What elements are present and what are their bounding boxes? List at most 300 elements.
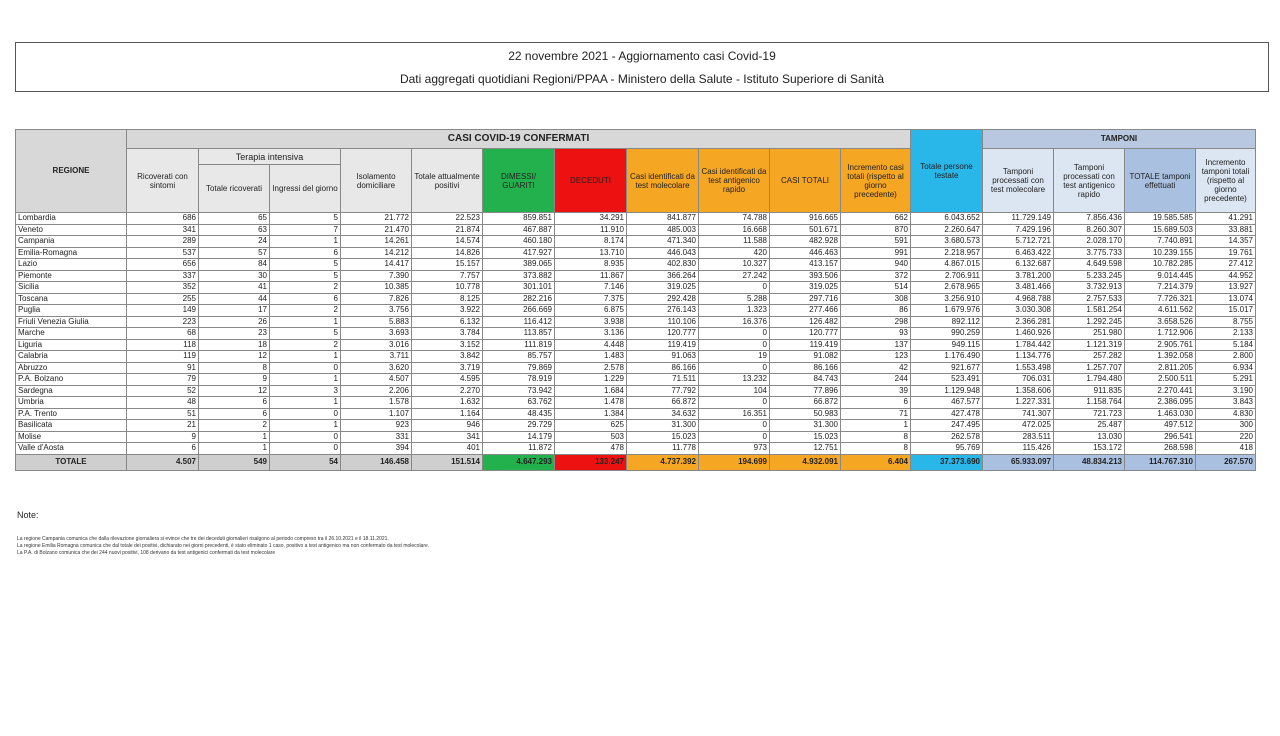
cell-totale-tamponi: 1.463.030 (1125, 408, 1196, 420)
table-row (16, 374, 1256, 386)
total-totale-tamponi: 114.767.310 (1125, 454, 1196, 470)
cell-incremento-casi: 514 (841, 282, 911, 294)
cell-totale-positivi: 22.523 (412, 213, 483, 225)
cell-deceduti: 8.935 (555, 259, 627, 271)
cell-isolamento: 3.016 (341, 339, 412, 351)
cell-tamponi-molecolare: 5.712.721 (983, 236, 1054, 248)
table-row (16, 362, 1256, 374)
cell-regione: P.A. Trento (16, 408, 127, 420)
cell-ti-ingressi: 6 (270, 293, 341, 305)
cell-persone-testate: 1.176.490 (911, 351, 983, 363)
col-header-incremento-tamponi: Incremento tamponi totali (rispetto al giorno precedente) (1196, 149, 1256, 213)
col-header-dimessi: DIMESSI/ GUARITI (483, 149, 555, 213)
cell-deceduti: 3.136 (555, 328, 627, 340)
cell-tamponi-molecolare: 11.729.149 (983, 213, 1054, 225)
cell-incremento-casi: 8 (841, 431, 911, 443)
cell-totale-tamponi: 497.512 (1125, 420, 1196, 432)
total-tamponi-molecolare: 65.933.097 (983, 454, 1054, 470)
cell-tamponi-antigenico: 25.487 (1054, 420, 1125, 432)
cell-dimessi: 85.757 (483, 351, 555, 363)
cell-totale-tamponi: 1.392.058 (1125, 351, 1196, 363)
table-row (16, 408, 1256, 420)
cell-ti-totale: 9 (199, 374, 270, 386)
cell-casi-molecolare: 292.428 (627, 293, 699, 305)
table-row (16, 328, 1256, 340)
cell-totale-positivi: 3.784 (412, 328, 483, 340)
cell-incremento-tamponi: 14.357 (1196, 236, 1256, 248)
cell-tamponi-antigenico: 7.856.436 (1054, 213, 1125, 225)
cell-regione: Umbria (16, 397, 127, 409)
note-line: La regione Campania comunica che dalla rilevazione giornaliera si evince che tre dei deceduti giornalieri risalgono al periodo compreso tra il 26.10.2021 e il 18.11.2021. (17, 536, 389, 542)
cell-ti-ingressi: 2 (270, 282, 341, 294)
cell-incremento-casi: 6 (841, 397, 911, 409)
cell-deceduti: 1.483 (555, 351, 627, 363)
cell-dimessi: 29.729 (483, 420, 555, 432)
col-header-deceduti: DECEDUTI (555, 149, 627, 213)
cell-tamponi-antigenico: 251.980 (1054, 328, 1125, 340)
cell-totale-positivi: 4.595 (412, 374, 483, 386)
cell-ti-ingressi: 6 (270, 247, 341, 259)
cell-regione: Lazio (16, 259, 127, 271)
group-header-terapia-intensiva: Terapia intensiva (199, 149, 341, 165)
cell-ti-totale: 44 (199, 293, 270, 305)
cell-tamponi-molecolare: 115.426 (983, 443, 1054, 455)
cell-deceduti: 11.910 (555, 224, 627, 236)
cell-incremento-casi: 662 (841, 213, 911, 225)
cell-casi-antigenico: 0 (699, 431, 770, 443)
cell-isolamento: 10.385 (341, 282, 412, 294)
cell-casi-totali: 482.928 (770, 236, 841, 248)
cell-ricoverati: 223 (127, 316, 199, 328)
cell-totale-positivi: 1.632 (412, 397, 483, 409)
cell-isolamento: 7.390 (341, 270, 412, 282)
cell-ti-ingressi: 2 (270, 305, 341, 317)
col-header-regione: REGIONE (16, 130, 127, 213)
cell-persone-testate: 949.115 (911, 339, 983, 351)
cell-ti-totale: 2 (199, 420, 270, 432)
cell-casi-totali: 66.872 (770, 397, 841, 409)
cell-ricoverati: 352 (127, 282, 199, 294)
table-row (16, 351, 1256, 363)
cell-incremento-tamponi: 19.761 (1196, 247, 1256, 259)
col-header-isolamento: Isolamento domiciliare (341, 149, 412, 213)
cell-casi-totali: 31.300 (770, 420, 841, 432)
cell-totale-tamponi: 15.689.503 (1125, 224, 1196, 236)
cell-totale-positivi: 14.826 (412, 247, 483, 259)
cell-tamponi-molecolare: 1.134.776 (983, 351, 1054, 363)
cell-totale-tamponi: 7.214.379 (1125, 282, 1196, 294)
table-row (16, 213, 1256, 225)
cell-totale-positivi: 341 (412, 431, 483, 443)
cell-regione: Toscana (16, 293, 127, 305)
cell-persone-testate: 990.259 (911, 328, 983, 340)
cell-dimessi: 282.216 (483, 293, 555, 305)
cell-incremento-casi: 42 (841, 362, 911, 374)
cell-ti-ingressi: 2 (270, 339, 341, 351)
cell-dimessi: 63.762 (483, 397, 555, 409)
total-ti-totale: 549 (199, 454, 270, 470)
cell-tamponi-antigenico: 13.030 (1054, 431, 1125, 443)
cell-persone-testate: 3.680.573 (911, 236, 983, 248)
cell-casi-totali: 501.671 (770, 224, 841, 236)
cell-regione: Molise (16, 431, 127, 443)
cell-isolamento: 21.772 (341, 213, 412, 225)
cell-casi-molecolare: 276.143 (627, 305, 699, 317)
cell-ti-ingressi: 0 (270, 443, 341, 455)
cell-ricoverati: 51 (127, 408, 199, 420)
cell-deceduti: 6.875 (555, 305, 627, 317)
cell-regione: Basilicata (16, 420, 127, 432)
col-header-incremento-casi: Incremento casi totali (rispetto al giorno precedente) (841, 149, 911, 213)
cell-incremento-tamponi: 6.934 (1196, 362, 1256, 374)
cell-incremento-tamponi: 33.881 (1196, 224, 1256, 236)
cell-totale-positivi: 14.574 (412, 236, 483, 248)
cell-dimessi: 301.101 (483, 282, 555, 294)
cell-ti-totale: 30 (199, 270, 270, 282)
cell-casi-molecolare: 366.264 (627, 270, 699, 282)
total-ricoverati: 4.507 (127, 454, 199, 470)
cell-tamponi-molecolare: 706.031 (983, 374, 1054, 386)
cell-incremento-casi: 991 (841, 247, 911, 259)
cell-deceduti: 1.684 (555, 385, 627, 397)
cell-ricoverati: 656 (127, 259, 199, 271)
cell-deceduti: 11.867 (555, 270, 627, 282)
cell-incremento-tamponi: 27.412 (1196, 259, 1256, 271)
cell-ti-totale: 65 (199, 213, 270, 225)
cell-ti-ingressi: 1 (270, 236, 341, 248)
cell-ti-ingressi: 5 (270, 328, 341, 340)
cell-regione: Liguria (16, 339, 127, 351)
cell-totale-positivi: 401 (412, 443, 483, 455)
cell-isolamento: 3.693 (341, 328, 412, 340)
cell-ricoverati: 6 (127, 443, 199, 455)
cell-deceduti: 503 (555, 431, 627, 443)
cell-totale-positivi: 6.132 (412, 316, 483, 328)
cell-incremento-casi: 940 (841, 259, 911, 271)
cell-incremento-casi: 86 (841, 305, 911, 317)
cell-ricoverati: 21 (127, 420, 199, 432)
cell-totale-positivi: 1.164 (412, 408, 483, 420)
cell-incremento-tamponi: 8.755 (1196, 316, 1256, 328)
cell-casi-molecolare: 34.632 (627, 408, 699, 420)
cell-tamponi-molecolare: 1.460.926 (983, 328, 1054, 340)
cell-incremento-casi: 372 (841, 270, 911, 282)
cell-persone-testate: 2.706.911 (911, 270, 983, 282)
cell-incremento-tamponi: 220 (1196, 431, 1256, 443)
cell-isolamento: 3.756 (341, 305, 412, 317)
cell-casi-molecolare: 446.043 (627, 247, 699, 259)
cell-regione: Calabria (16, 351, 127, 363)
cell-totale-tamponi: 296.541 (1125, 431, 1196, 443)
cell-incremento-casi: 71 (841, 408, 911, 420)
cell-tamponi-antigenico: 1.292.245 (1054, 316, 1125, 328)
cell-persone-testate: 427.478 (911, 408, 983, 420)
cell-isolamento: 331 (341, 431, 412, 443)
cell-ti-totale: 6 (199, 397, 270, 409)
cell-isolamento: 4.507 (341, 374, 412, 386)
cell-isolamento: 1.578 (341, 397, 412, 409)
report-header (15, 42, 1269, 92)
total-casi-antigenico: 194.699 (699, 454, 770, 470)
total-totale-positivi: 151.514 (412, 454, 483, 470)
cell-ti-ingressi: 1 (270, 351, 341, 363)
cell-totale-positivi: 10.778 (412, 282, 483, 294)
cell-dimessi: 113.857 (483, 328, 555, 340)
cell-ti-totale: 12 (199, 351, 270, 363)
cell-incremento-tamponi: 3.843 (1196, 397, 1256, 409)
cell-totale-positivi: 2.270 (412, 385, 483, 397)
cell-ti-totale: 84 (199, 259, 270, 271)
col-header-ricoverati: Ricoverati con sintomi (127, 149, 199, 213)
table-row (16, 236, 1256, 248)
cell-regione: Veneto (16, 224, 127, 236)
cell-isolamento: 3.620 (341, 362, 412, 374)
cell-totale-tamponi: 2.500.511 (1125, 374, 1196, 386)
cell-ti-totale: 6 (199, 408, 270, 420)
cell-persone-testate: 921.677 (911, 362, 983, 374)
cell-tamponi-antigenico: 153.172 (1054, 443, 1125, 455)
cell-dimessi: 467.887 (483, 224, 555, 236)
note-line: La regione Emilia Romagna comunica che dal totale dei positivi, dichiarato nei giorni precedenti, è stato eliminato 1 caso, positivo a test antigenico ma non confermato da test molecolare. (17, 543, 430, 549)
cell-totale-tamponi: 4.611.562 (1125, 305, 1196, 317)
cell-casi-totali: 84.743 (770, 374, 841, 386)
cell-totale-positivi: 15.157 (412, 259, 483, 271)
cell-tamponi-molecolare: 3.030.308 (983, 305, 1054, 317)
cell-dimessi: 460.180 (483, 236, 555, 248)
cell-ricoverati: 91 (127, 362, 199, 374)
total-incremento-casi: 6.404 (841, 454, 911, 470)
cell-casi-antigenico: 104 (699, 385, 770, 397)
table-row (16, 397, 1256, 409)
cell-persone-testate: 95.769 (911, 443, 983, 455)
notes-label: Note: (17, 510, 39, 520)
col-header-totale-positivi: Totale attualmente positivi (412, 149, 483, 213)
cell-ricoverati: 119 (127, 351, 199, 363)
cell-casi-molecolare: 11.778 (627, 443, 699, 455)
cell-incremento-tamponi: 44.952 (1196, 270, 1256, 282)
cell-casi-totali: 86.166 (770, 362, 841, 374)
total-ti-ingressi: 54 (270, 454, 341, 470)
cell-totale-tamponi: 7.740.891 (1125, 236, 1196, 248)
cell-tamponi-antigenico: 1.158.764 (1054, 397, 1125, 409)
cell-tamponi-antigenico: 911.835 (1054, 385, 1125, 397)
col-header-tamponi-antigenico: Tamponi processati con test antigenico rapido (1054, 149, 1125, 213)
note-line: La P.A. di Bolzano comunica che dei 244 nuovi positivi, 108 derivano da test antigenici confermati da test molecolare (17, 550, 276, 556)
cell-tamponi-antigenico: 1.257.707 (1054, 362, 1125, 374)
cell-tamponi-antigenico: 1.581.254 (1054, 305, 1125, 317)
col-header-persone-testate: Totale persone testate (911, 130, 983, 213)
cell-ti-ingressi: 1 (270, 374, 341, 386)
cell-casi-antigenico: 0 (699, 397, 770, 409)
cell-tamponi-antigenico: 3.732.913 (1054, 282, 1125, 294)
notes-section (17, 510, 429, 557)
cell-tamponi-antigenico: 4.649.598 (1054, 259, 1125, 271)
cell-casi-molecolare: 31.300 (627, 420, 699, 432)
cell-tamponi-molecolare: 6.463.422 (983, 247, 1054, 259)
cell-dimessi: 373.882 (483, 270, 555, 282)
cell-isolamento: 394 (341, 443, 412, 455)
cell-ti-totale: 18 (199, 339, 270, 351)
cell-isolamento: 5.883 (341, 316, 412, 328)
cell-casi-antigenico: 27.242 (699, 270, 770, 282)
cell-dimessi: 266.669 (483, 305, 555, 317)
cell-casi-totali: 12.751 (770, 443, 841, 455)
group-header-casi: CASI COVID-19 CONFERMATI (127, 130, 911, 149)
cell-regione: P.A. Bolzano (16, 374, 127, 386)
cell-tamponi-antigenico: 721.723 (1054, 408, 1125, 420)
cell-casi-totali: 916.665 (770, 213, 841, 225)
covid-data-table (15, 129, 1256, 471)
total-dimessi: 4.647.293 (483, 454, 555, 470)
cell-ti-totale: 63 (199, 224, 270, 236)
cell-totale-tamponi: 2.905.761 (1125, 339, 1196, 351)
cell-dimessi: 73.942 (483, 385, 555, 397)
cell-regione: Abruzzo (16, 362, 127, 374)
cell-tamponi-antigenico: 257.282 (1054, 351, 1125, 363)
cell-deceduti: 7.375 (555, 293, 627, 305)
cell-incremento-casi: 308 (841, 293, 911, 305)
cell-incremento-casi: 123 (841, 351, 911, 363)
cell-dimessi: 48.435 (483, 408, 555, 420)
cell-regione: Campania (16, 236, 127, 248)
table-row (16, 431, 1256, 443)
cell-deceduti: 1.384 (555, 408, 627, 420)
total-casi-totali: 4.932.091 (770, 454, 841, 470)
cell-tamponi-molecolare: 4.968.788 (983, 293, 1054, 305)
cell-isolamento: 21.470 (341, 224, 412, 236)
cell-casi-molecolare: 841.877 (627, 213, 699, 225)
cell-tamponi-antigenico: 8.260.307 (1054, 224, 1125, 236)
cell-tamponi-molecolare: 283.511 (983, 431, 1054, 443)
cell-ti-totale: 8 (199, 362, 270, 374)
total-tamponi-antigenico: 48.834.213 (1054, 454, 1125, 470)
cell-casi-totali: 393.506 (770, 270, 841, 282)
cell-deceduti: 13.710 (555, 247, 627, 259)
cell-totale-positivi: 8.125 (412, 293, 483, 305)
cell-incremento-tamponi: 41.291 (1196, 213, 1256, 225)
cell-casi-totali: 120.777 (770, 328, 841, 340)
cell-totale-positivi: 3.719 (412, 362, 483, 374)
cell-tamponi-antigenico: 3.775.733 (1054, 247, 1125, 259)
cell-incremento-tamponi: 4.830 (1196, 408, 1256, 420)
cell-incremento-tamponi: 300 (1196, 420, 1256, 432)
table-row (16, 270, 1256, 282)
cell-persone-testate: 247.495 (911, 420, 983, 432)
cell-ti-ingressi: 5 (270, 213, 341, 225)
col-header-casi-totali: CASI TOTALI (770, 149, 841, 213)
cell-deceduti: 34.291 (555, 213, 627, 225)
cell-totale-tamponi: 10.239.155 (1125, 247, 1196, 259)
cell-ti-totale: 24 (199, 236, 270, 248)
cell-totale-tamponi: 10.782.285 (1125, 259, 1196, 271)
cell-ti-totale: 12 (199, 385, 270, 397)
cell-casi-antigenico: 10.327 (699, 259, 770, 271)
cell-incremento-casi: 137 (841, 339, 911, 351)
cell-tamponi-antigenico: 1.121.319 (1054, 339, 1125, 351)
cell-casi-antigenico: 0 (699, 339, 770, 351)
cell-casi-totali: 413.157 (770, 259, 841, 271)
cell-dimessi: 11.872 (483, 443, 555, 455)
cell-casi-totali: 446.463 (770, 247, 841, 259)
col-header-ti-totale: Totale ricoverati (199, 165, 270, 213)
data-rows (16, 213, 1256, 471)
cell-persone-testate: 3.256.910 (911, 293, 983, 305)
totals-row (16, 454, 1256, 470)
cell-dimessi: 859.851 (483, 213, 555, 225)
cell-regione: Puglia (16, 305, 127, 317)
cell-persone-testate: 2.218.957 (911, 247, 983, 259)
cell-tamponi-antigenico: 2.028.170 (1054, 236, 1125, 248)
col-header-ti-ingressi: Ingressi del giorno (270, 165, 341, 213)
cell-regione: Emilia-Romagna (16, 247, 127, 259)
cell-casi-antigenico: 11.588 (699, 236, 770, 248)
cell-casi-totali: 277.466 (770, 305, 841, 317)
cell-dimessi: 389.065 (483, 259, 555, 271)
cell-isolamento: 14.417 (341, 259, 412, 271)
cell-ricoverati: 118 (127, 339, 199, 351)
table-row (16, 282, 1256, 294)
cell-totale-positivi: 7.757 (412, 270, 483, 282)
cell-regione: Sicilia (16, 282, 127, 294)
cell-tamponi-molecolare: 1.784.442 (983, 339, 1054, 351)
cell-persone-testate: 467.577 (911, 397, 983, 409)
report-title: 22 novembre 2021 - Aggiornamento casi Covid-19 (508, 49, 776, 63)
cell-casi-antigenico: 0 (699, 362, 770, 374)
cell-totale-tamponi: 7.726.321 (1125, 293, 1196, 305)
cell-ti-ingressi: 0 (270, 408, 341, 420)
cell-ti-totale: 1 (199, 431, 270, 443)
cell-dimessi: 79.869 (483, 362, 555, 374)
cell-casi-antigenico: 16.376 (699, 316, 770, 328)
cell-incremento-casi: 39 (841, 385, 911, 397)
cell-persone-testate: 1.679.976 (911, 305, 983, 317)
cell-ricoverati: 537 (127, 247, 199, 259)
cell-incremento-tamponi: 13.074 (1196, 293, 1256, 305)
cell-tamponi-molecolare: 1.553.498 (983, 362, 1054, 374)
cell-tamponi-molecolare: 3.781.200 (983, 270, 1054, 282)
cell-isolamento: 7.826 (341, 293, 412, 305)
col-header-casi-antigenico: Casi identificati da test antigenico rapido (699, 149, 770, 213)
table-row (16, 316, 1256, 328)
cell-regione: Piemonte (16, 270, 127, 282)
cell-casi-antigenico: 0 (699, 420, 770, 432)
cell-isolamento: 923 (341, 420, 412, 432)
cell-tamponi-molecolare: 7.429.196 (983, 224, 1054, 236)
cell-ti-ingressi: 1 (270, 397, 341, 409)
cell-incremento-tamponi: 15.017 (1196, 305, 1256, 317)
cell-casi-antigenico: 16.351 (699, 408, 770, 420)
cell-dimessi: 417.927 (483, 247, 555, 259)
cell-tamponi-molecolare: 1.227.331 (983, 397, 1054, 409)
cell-tamponi-molecolare: 741.307 (983, 408, 1054, 420)
cell-ti-ingressi: 3 (270, 385, 341, 397)
cell-ti-totale: 26 (199, 316, 270, 328)
cell-deceduti: 625 (555, 420, 627, 432)
report-subtitle: Dati aggregati quotidiani Regioni/PPAA - Ministero della Salute - Istituto Superiore di Sanità (399, 72, 885, 86)
cell-casi-totali: 119.419 (770, 339, 841, 351)
table-row (16, 293, 1256, 305)
cell-tamponi-molecolare: 2.366.281 (983, 316, 1054, 328)
cell-casi-totali: 77.896 (770, 385, 841, 397)
cell-isolamento: 2.206 (341, 385, 412, 397)
cell-regione: Sardegna (16, 385, 127, 397)
cell-incremento-casi: 870 (841, 224, 911, 236)
cell-casi-antigenico: 74.788 (699, 213, 770, 225)
cell-ti-totale: 57 (199, 247, 270, 259)
cell-ti-ingressi: 7 (270, 224, 341, 236)
cell-persone-testate: 4.867.015 (911, 259, 983, 271)
cell-casi-totali: 50.983 (770, 408, 841, 420)
